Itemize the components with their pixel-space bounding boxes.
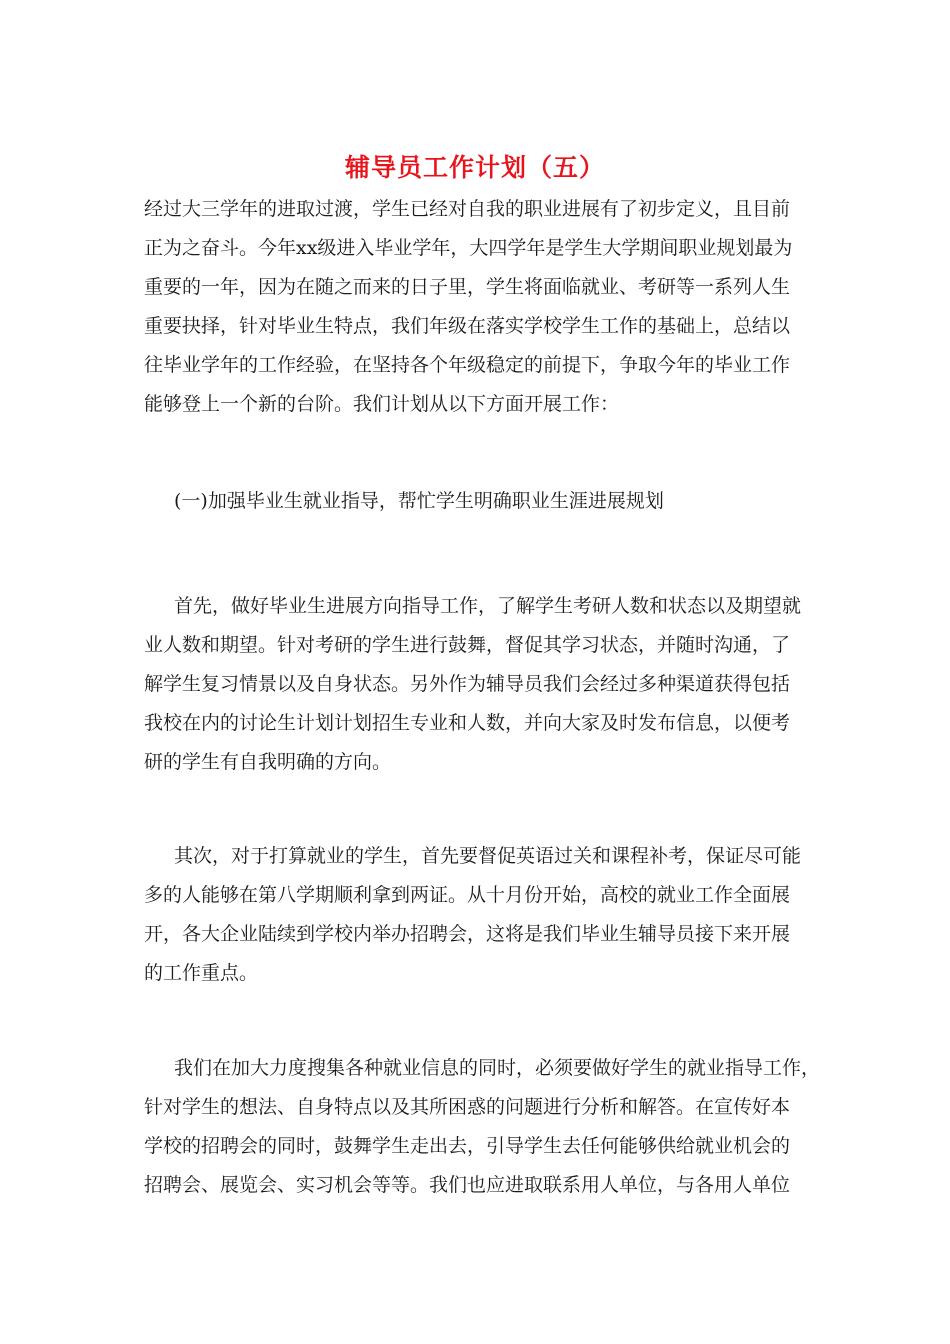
text-line: 首先，做好毕业生进展方向指导工作，了解学生考研人数和状态以及期望就 — [174, 595, 802, 617]
section-heading — [144, 482, 824, 521]
text-line: 招聘会、展览会、实习机会等等。我们也应进取联系用人单位，与各用人单位 — [144, 1174, 791, 1196]
text-line: 我们在加大力度搜集各种就业信息的同时，必须要做好学生的就业指导工作， — [174, 1057, 821, 1079]
text-line: 多的人能够在第八学期顺利拿到两证。从十月份开始，高校的就业工作全面展 — [144, 884, 791, 906]
text-line: 解学生复习情景以及自身状态。另外作为辅导员我们会经过多种渠道获得包括 — [144, 673, 791, 695]
text-line: 的工作重点。 — [144, 962, 259, 984]
text-line: 正为之奋斗。今年xx级进入毕业学年，大四学年是学生大学期间职业规划最为 — [144, 237, 793, 259]
paragraph-3 — [144, 1049, 824, 1205]
text-line: 业人数和期望。针对考研的学生进行鼓舞，督促其学习状态，并随时沟通，了 — [144, 634, 791, 656]
text-line: 往毕业学年的工作经验，在坚持各个年级稳定的前提下，争取今年的毕业工作 — [144, 354, 791, 376]
paragraph-1 — [144, 587, 824, 782]
page-title: 辅导员工作计划（五） — [344, 153, 605, 182]
text-line: 学校的招聘会的同时，鼓舞学生走出去，引导学生去任何能够供给就业机会的 — [144, 1135, 791, 1157]
text-line: 针对学生的想法、自身特点以及其所困惑的问题进行分析和解答。在宣传好本 — [144, 1096, 791, 1118]
text-line: 经过大三学年的进取过渡，学生已经对自我的职业进展有了初步定义，且目前 — [144, 198, 791, 220]
text-line: 重要抉择，针对毕业生特点，我们年级在落实学校学生工作的基础上，总结以 — [144, 315, 791, 337]
text-line: 其次，对于打算就业的学生，首先要督促英语过关和课程补考，保证尽可能 — [174, 845, 802, 867]
text-line: 研的学生有自我明确的方向。 — [144, 751, 392, 773]
text-line: 开，各大企业陆续到学校内举办招聘会，这将是我们毕业生辅导员接下来开展 — [144, 923, 791, 945]
heading-line: (一)加强毕业生就业指导，帮忙学生明确职业生涯进展规划 — [174, 490, 664, 512]
text-line: 我校在内的讨论生计划计划招生专业和人数，并向大家及时发布信息，以便考 — [144, 712, 791, 734]
paragraph-intro — [144, 190, 824, 424]
paragraph-2 — [144, 837, 824, 993]
text-line: 能够登上一个新的台阶。我们计划从以下方面开展工作： — [144, 393, 620, 415]
text-line: 重要的一年，因为在随之而来的日子里，学生将面临就业、考研等一系列人生 — [144, 276, 791, 298]
